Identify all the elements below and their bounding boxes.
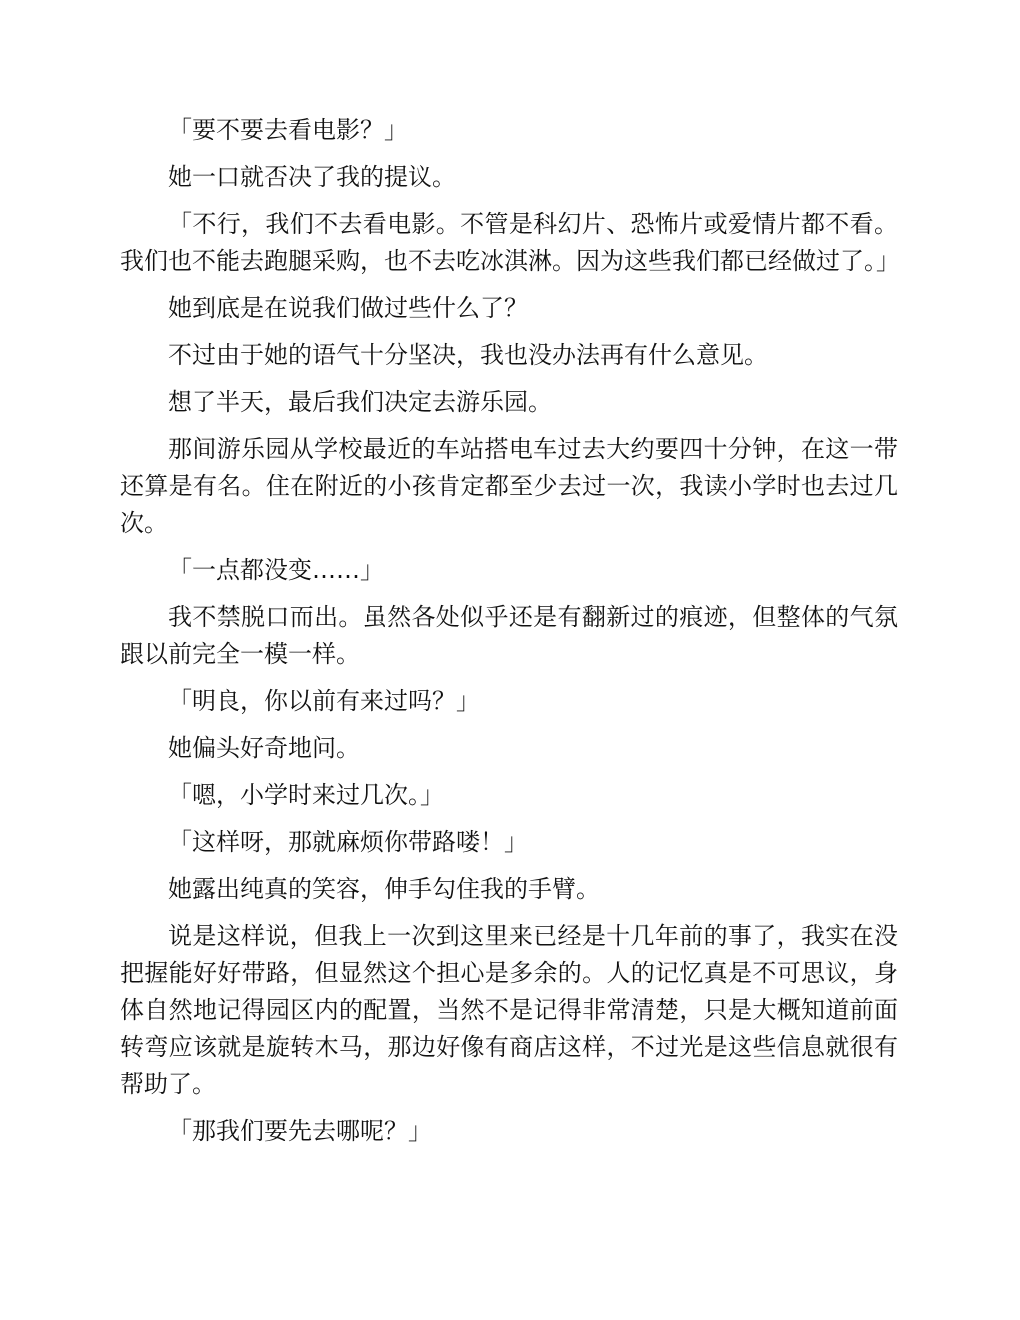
paragraph: 「不行，我们不去看电影。不管是科幻片、恐怖片或爱情片都不看。我们也不能去跑腿采购，也不去吃冰淇淋。因为这些我们都已经做过了。」: [120, 210, 900, 275]
paragraph: 想了半天，最后我们决定去游乐园。: [168, 388, 552, 416]
paragraph: 「嗯，小学时来过几次。」: [168, 781, 444, 809]
paragraph: 我不禁脱口而出。虽然各处似乎还是有翻新过的痕迹，但整体的气氛跟以前完全一模一样。: [120, 603, 898, 668]
paragraph: 「明良，你以前有来过吗？」: [168, 687, 480, 715]
paragraph: 她露出纯真的笑容，伸手勾住我的手臂。: [168, 875, 600, 903]
paragraph: 「要不要去看电影？」: [168, 116, 408, 144]
paragraph: 「那我们要先去哪呢？」: [168, 1117, 432, 1145]
paragraph: 她偏头好奇地问。: [168, 734, 360, 762]
paragraph: 那间游乐园从学校最近的车站搭电车过去大约要四十分钟，在这一带还算是有名。住在附近的小孩肯定都至少去过一次，我读小学时也去过几次。: [120, 435, 898, 537]
paragraph: 「一点都没变……」: [168, 556, 384, 584]
paragraph: 说是这样说，但我上一次到这里来已经是十几年前的事了，我实在没把握能好好带路，但显然这个担心是多余的。人的记忆真是不可思议，身体自然地记得园区内的配置，当然不是记得非常清楚，只是大概知道前面转弯应该就是旋转木马，那边好像有商店这样，不过光是这些信息就很有帮助了。: [120, 922, 898, 1098]
paragraph: 她到底是在说我们做过些什么了？: [168, 294, 528, 322]
paragraph: 她一口就否决了我的提议。: [168, 163, 456, 191]
paragraph: 「这样呀，那就麻烦你带路喽！」: [168, 828, 528, 856]
paragraph: 不过由于她的语气十分坚决，我也没办法再有什么意见。: [168, 341, 768, 369]
document-page: [120, 112, 898, 1160]
